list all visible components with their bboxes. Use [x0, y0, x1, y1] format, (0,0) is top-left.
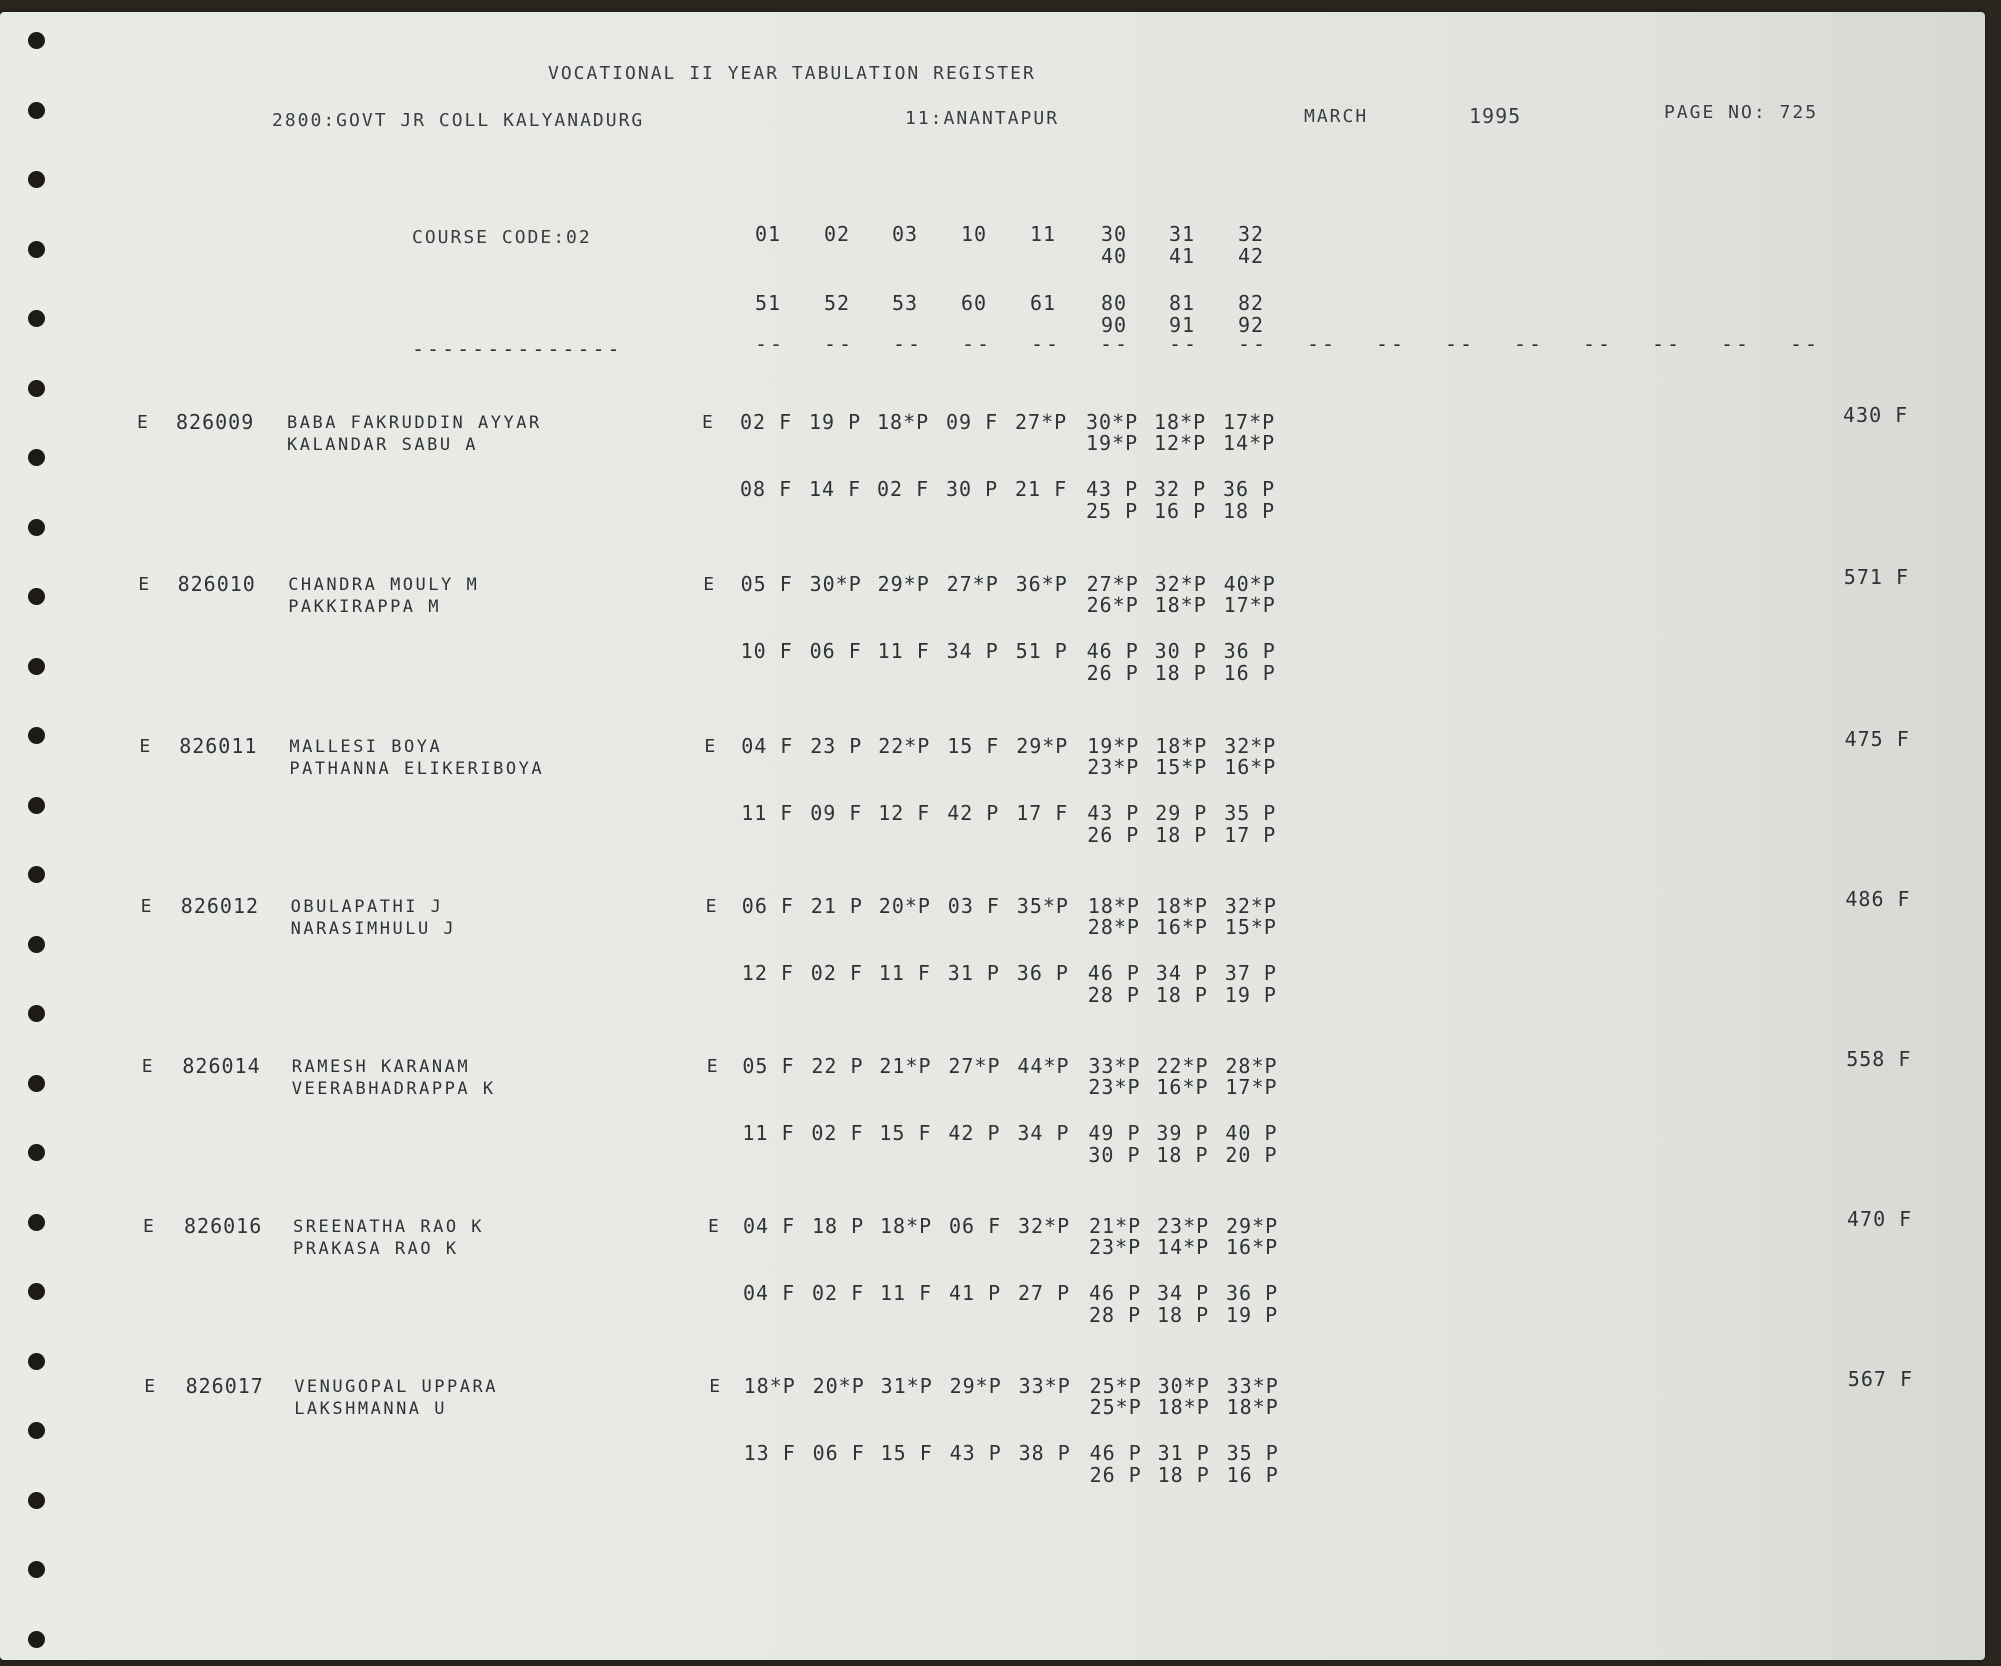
subject-mark: 16*P [1155, 915, 1208, 939]
subject-mark: 21 P [810, 894, 863, 918]
student-name: RAMESH KARANAM [291, 1057, 471, 1077]
subject-mark: 27 P [1018, 1281, 1071, 1305]
subject-mark: 37 P [1224, 961, 1277, 985]
subject-mark: 19 P [1224, 983, 1277, 1007]
feed-hole [28, 1075, 45, 1092]
subject-mark: 21*P [879, 1054, 932, 1078]
subject-mark: 04 F [743, 1214, 796, 1238]
subject-mark: 33*P [1226, 1374, 1279, 1398]
subject-mark: 26 P [1086, 661, 1139, 685]
hall-ticket-number: 826017 [185, 1374, 264, 1398]
father-name: PRAKASA RAO K [293, 1239, 459, 1259]
page-number: PAGE NO: 725 [1664, 102, 1819, 123]
subject-mark: 38 P [1018, 1441, 1071, 1465]
subject-mark: 34 P [1155, 961, 1208, 985]
subject-mark: 36*P [1015, 572, 1068, 596]
column-dash: -- [824, 332, 855, 356]
subject-mark: 51 P [1015, 639, 1068, 663]
medium-mark: E [705, 896, 719, 917]
hall-ticket-number: 826009 [176, 410, 255, 434]
column-dash: -- [1445, 332, 1476, 356]
subject-mark: 14*P [1157, 1235, 1210, 1259]
subject-code: 40 [1101, 244, 1128, 268]
subject-mark: 36 P [1223, 477, 1276, 501]
feed-hole [28, 1422, 45, 1439]
total-marks: 475 F [1844, 727, 1910, 751]
feed-hole [28, 449, 45, 466]
subject-mark: 06 F [741, 894, 794, 918]
subject-mark: 25*P [1089, 1395, 1142, 1419]
feed-hole [28, 102, 45, 119]
column-dash: -- [1721, 332, 1752, 356]
subject-mark: 02 F [811, 1121, 864, 1145]
subject-mark: 20*P [878, 894, 931, 918]
exam-type: E [140, 896, 154, 917]
subject-mark: 18 P [1157, 1303, 1210, 1327]
total-marks: 567 F [1847, 1367, 1914, 1391]
subject-mark: 40*P [1223, 572, 1276, 596]
subject-mark: 15*P [1224, 915, 1277, 939]
father-name: NARASIMHULU J [290, 919, 457, 939]
subject-mark: 19*P [1087, 734, 1140, 758]
feed-hole [28, 310, 45, 327]
subject-mark: 08 F [740, 477, 793, 501]
subject-mark: 33*P [1088, 1054, 1141, 1078]
subject-code: 82 [1238, 291, 1265, 315]
subject-mark: 22*P [1156, 1054, 1209, 1078]
subject-mark: 15*P [1155, 755, 1208, 779]
feed-hole [28, 1214, 45, 1231]
feed-hole [28, 171, 45, 188]
subject-code: 91 [1169, 313, 1196, 337]
subject-code: 01 [755, 222, 782, 246]
subject-code: 42 [1238, 244, 1265, 268]
exam-type: E [139, 736, 153, 757]
total-marks: 430 F [1843, 403, 1909, 427]
subject-mark: 02 F [812, 1281, 865, 1305]
subject-code: 03 [892, 222, 919, 246]
father-name: VEERABHADRAPPA K [291, 1079, 496, 1099]
subject-mark: 13 F [743, 1441, 796, 1465]
subject-mark: 19*P [1086, 431, 1139, 455]
subject-mark: 18 P [1155, 823, 1208, 847]
column-dash: -- [1307, 332, 1338, 356]
subject-mark: 42 P [948, 1121, 1001, 1145]
subject-mark: 02 F [877, 477, 930, 501]
feed-hole [28, 241, 45, 258]
subject-mark: 23 P [810, 734, 863, 758]
subject-mark: 18 P [1157, 1463, 1210, 1487]
exam-type: E [144, 1376, 158, 1397]
hall-ticket-number: 826016 [184, 1214, 263, 1238]
medium-mark: E [708, 1216, 721, 1237]
subject-mark: 30 P [946, 477, 999, 501]
exam-type: E [138, 574, 152, 595]
subject-mark: 44*P [1017, 1054, 1070, 1078]
medium-mark: E [702, 412, 715, 433]
exam-type: E [143, 1216, 156, 1237]
subject-mark: 23*P [1088, 1075, 1141, 1099]
hall-ticket-number: 826014 [182, 1054, 261, 1078]
college-name: 2800:GOVT JR COLL KALYANADURG [272, 110, 645, 131]
medium-mark: E [709, 1376, 723, 1397]
subject-mark: 39 P [1156, 1121, 1209, 1145]
subject-mark: 18 P [1155, 983, 1208, 1007]
feed-hole [28, 1005, 45, 1022]
subject-mark: 31*P [880, 1374, 933, 1398]
student-name: BABA FAKRUDDIN AYYAR [287, 413, 542, 433]
student-name: MALLESI BOYA [289, 737, 443, 757]
feed-hole [28, 797, 45, 814]
subject-mark: 36 P [1223, 639, 1276, 663]
subject-mark: 32*P [1224, 894, 1277, 918]
student-name: CHANDRA MOULY M [288, 575, 480, 595]
subject-mark: 18 P [1154, 661, 1207, 685]
subject-mark: 16*P [1224, 755, 1277, 779]
exam-type: E [141, 1056, 155, 1077]
subject-mark: 11 F [880, 1281, 933, 1305]
column-dash: -- [893, 332, 924, 356]
subject-mark: 27*P [946, 572, 999, 596]
subject-mark: 18*P [877, 410, 930, 434]
subject-code: 31 [1169, 222, 1196, 246]
subject-mark: 46 P [1086, 639, 1139, 663]
subject-code: 10 [961, 222, 988, 246]
subject-mark: 40 P [1225, 1121, 1278, 1145]
subject-mark: 23*P [1087, 755, 1140, 779]
subject-mark: 46 P [1089, 1441, 1142, 1465]
subject-mark: 16 P [1226, 1463, 1279, 1487]
subject-mark: 27*P [1086, 572, 1139, 596]
subject-mark: 43 P [1086, 477, 1139, 501]
subject-mark: 30*P [1157, 1374, 1210, 1398]
student-name: VENUGOPAL UPPARA [294, 1377, 498, 1397]
feed-hole [28, 866, 45, 883]
subject-mark: 18*P [743, 1374, 796, 1398]
subject-code: 11 [1030, 222, 1057, 246]
subject-mark: 06 F [809, 639, 862, 663]
subject-mark: 23*P [1157, 1214, 1210, 1238]
subject-mark: 30*P [1086, 410, 1139, 434]
subject-mark: 49 P [1088, 1121, 1141, 1145]
student-name: SREENATHA RAO K [293, 1217, 485, 1237]
hall-ticket-number: 826011 [179, 734, 258, 758]
feed-hole [28, 1492, 45, 1509]
subject-code: 53 [892, 291, 919, 315]
subject-mark: 22 P [811, 1054, 864, 1078]
subject-mark: 18*P [1154, 410, 1207, 434]
subject-mark: 18*P [1155, 894, 1208, 918]
subject-mark: 31 P [947, 961, 1000, 985]
medium-mark: E [704, 736, 718, 757]
subject-mark: 02 F [810, 961, 863, 985]
subject-mark: 11 F [878, 961, 931, 985]
subject-code: 41 [1169, 244, 1196, 268]
subject-mark: 18*P [880, 1214, 933, 1238]
feed-hole [28, 727, 45, 744]
subject-mark: 29*P [949, 1374, 1002, 1398]
subject-mark: 06 F [949, 1214, 1002, 1238]
subject-mark: 04 F [743, 1281, 796, 1305]
subject-mark: 20*P [812, 1374, 865, 1398]
subject-code: 81 [1169, 291, 1196, 315]
subject-mark: 14 F [809, 477, 862, 501]
subject-code: 32 [1238, 222, 1265, 246]
subject-mark: 32*P [1018, 1214, 1071, 1238]
column-dash: -- [1376, 332, 1407, 356]
subject-mark: 26*P [1086, 593, 1139, 617]
subject-code: 80 [1101, 291, 1128, 315]
feed-hole [28, 519, 45, 536]
feed-hole [28, 1144, 45, 1161]
subject-mark: 11 F [741, 801, 794, 825]
feed-hole [28, 936, 45, 953]
subject-mark: 35*P [1016, 894, 1069, 918]
feed-hole [28, 1631, 45, 1648]
subject-mark: 19 P [809, 410, 862, 434]
subject-mark: 18 P [1156, 1143, 1209, 1167]
subject-mark: 05 F [740, 572, 793, 596]
subject-mark: 30 P [1154, 639, 1207, 663]
subject-mark: 03 F [947, 894, 1000, 918]
subject-code: 60 [961, 291, 988, 315]
hall-ticket-number: 826012 [180, 894, 260, 918]
subject-mark: 17*P [1225, 1075, 1278, 1099]
column-dash: -- [1238, 332, 1269, 356]
subject-mark: 26 P [1087, 823, 1140, 847]
subject-mark: 18*P [1157, 1395, 1210, 1419]
district-name: 11:ANANTAPUR [905, 108, 1060, 129]
medium-mark: E [706, 1056, 720, 1077]
subject-mark: 17*P [1223, 410, 1276, 434]
total-marks: 470 F [1847, 1207, 1913, 1231]
subject-mark: 25*P [1089, 1374, 1142, 1398]
subject-mark: 29*P [1016, 734, 1069, 758]
subject-mark: 16*P [1226, 1235, 1279, 1259]
subject-mark: 04 F [741, 734, 794, 758]
subject-mark: 46 P [1087, 961, 1140, 985]
subject-mark: 21 F [1015, 477, 1068, 501]
subject-mark: 17*P [1223, 593, 1276, 617]
register-title: VOCATIONAL II YEAR TABULATION REGISTER [548, 63, 1036, 84]
subject-mark: 34 P [946, 639, 999, 663]
subject-mark: 29*P [877, 572, 930, 596]
column-dash: -- [962, 332, 993, 356]
subject-mark: 31 P [1157, 1441, 1210, 1465]
father-name: PAKKIRAPPA M [288, 597, 442, 617]
medium-mark: E [703, 574, 717, 595]
subject-mark: 22*P [878, 734, 931, 758]
feed-hole [28, 32, 45, 49]
exam-month: MARCH [1304, 106, 1369, 127]
subject-mark: 12*P [1154, 431, 1207, 455]
course-underline: -------------- [412, 337, 623, 361]
subject-mark: 18 P [812, 1214, 865, 1238]
subject-code: 51 [755, 291, 782, 315]
subject-mark: 27*P [1015, 410, 1068, 434]
subject-mark: 41 P [949, 1281, 1002, 1305]
exam-year: 1995 [1469, 104, 1522, 128]
subject-mark: 34 P [1017, 1121, 1070, 1145]
subject-mark: 23*P [1089, 1235, 1142, 1259]
subject-mark: 15 F [947, 734, 1000, 758]
subject-mark: 35 P [1226, 1441, 1279, 1465]
subject-mark: 15 F [879, 1121, 932, 1145]
father-name: KALANDAR SABU A [287, 435, 479, 455]
subject-mark: 32*P [1224, 734, 1277, 758]
course-code-label: COURSE CODE:02 [412, 227, 592, 248]
total-marks: 571 F [1843, 565, 1910, 589]
subject-mark: 29 P [1155, 801, 1208, 825]
feed-hole [28, 1561, 45, 1578]
subject-mark: 42 P [947, 801, 1000, 825]
subject-mark: 28 P [1087, 983, 1140, 1007]
column-dash: -- [1169, 332, 1200, 356]
subject-mark: 32*P [1154, 572, 1207, 596]
subject-mark: 11 F [742, 1121, 795, 1145]
subject-mark: 43 P [1087, 801, 1140, 825]
subject-mark: 16*P [1156, 1075, 1209, 1099]
subject-mark: 02 F [740, 410, 793, 434]
subject-code: 02 [824, 222, 851, 246]
subject-mark: 28*P [1087, 915, 1140, 939]
feed-hole [28, 380, 45, 397]
total-marks: 486 F [1845, 887, 1911, 911]
student-name: OBULAPATHI J [290, 897, 444, 917]
feed-hole [28, 1283, 45, 1300]
subject-mark: 15 F [880, 1441, 933, 1465]
subject-mark: 33*P [1018, 1374, 1071, 1398]
subject-mark: 14*P [1223, 431, 1276, 455]
feed-hole [28, 588, 45, 605]
subject-code: 52 [824, 291, 851, 315]
subject-mark: 18 P [1223, 499, 1276, 523]
subject-mark: 05 F [742, 1054, 795, 1078]
column-dash: -- [1100, 332, 1131, 356]
subject-mark: 21*P [1089, 1214, 1142, 1238]
subject-mark: 36 P [1226, 1281, 1279, 1305]
subject-mark: 46 P [1089, 1281, 1142, 1305]
subject-mark: 28 P [1089, 1303, 1142, 1327]
subject-mark: 17 F [1016, 801, 1069, 825]
subject-mark: 12 F [878, 801, 931, 825]
subject-mark: 16 P [1223, 661, 1276, 685]
subject-mark: 09 F [810, 801, 863, 825]
feed-hole [28, 1353, 45, 1370]
total-marks: 558 F [1846, 1047, 1912, 1071]
column-dash: -- [1790, 332, 1821, 356]
tabulation-sheet [0, 12, 1985, 1660]
subject-mark: 30 P [1088, 1143, 1141, 1167]
subject-mark: 27*P [948, 1054, 1001, 1078]
subject-mark: 12 F [741, 961, 794, 985]
subject-mark: 36 P [1016, 961, 1069, 985]
column-dash: -- [1031, 332, 1062, 356]
subject-mark: 16 P [1154, 499, 1207, 523]
subject-mark: 43 P [949, 1441, 1002, 1465]
subject-mark: 10 F [740, 639, 793, 663]
subject-mark: 18*P [1226, 1395, 1279, 1419]
subject-mark: 26 P [1089, 1463, 1142, 1487]
hall-ticket-number: 826010 [177, 572, 256, 596]
subject-mark: 34 P [1157, 1281, 1210, 1305]
father-name: LAKSHMANNA U [294, 1399, 448, 1419]
subject-code: 30 [1101, 222, 1128, 246]
subject-mark: 18*P [1154, 593, 1207, 617]
feed-hole [28, 658, 45, 675]
subject-mark: 19 P [1226, 1303, 1279, 1327]
column-dash: -- [1514, 332, 1545, 356]
subject-mark: 28*P [1225, 1054, 1278, 1078]
father-name: PATHANNA ELIKERIBOYA [289, 759, 545, 779]
subject-mark: 11 F [877, 639, 930, 663]
column-dash: -- [1583, 332, 1614, 356]
subject-mark: 30*P [809, 572, 862, 596]
subject-code: 92 [1238, 313, 1265, 337]
subject-mark: 25 P [1086, 499, 1139, 523]
exam-type: E [137, 412, 150, 433]
subject-mark: 09 F [946, 410, 999, 434]
subject-mark: 29*P [1226, 1214, 1279, 1238]
subject-mark: 35 P [1224, 801, 1277, 825]
subject-code: 90 [1101, 313, 1128, 337]
column-dash: -- [1652, 332, 1683, 356]
subject-mark: 18*P [1087, 894, 1140, 918]
subject-code: 61 [1030, 291, 1057, 315]
subject-mark: 18*P [1155, 734, 1208, 758]
subject-mark: 17 P [1224, 823, 1277, 847]
subject-mark: 20 P [1225, 1143, 1278, 1167]
column-dash: -- [755, 332, 786, 356]
subject-mark: 32 P [1154, 477, 1207, 501]
subject-mark: 06 F [812, 1441, 865, 1465]
